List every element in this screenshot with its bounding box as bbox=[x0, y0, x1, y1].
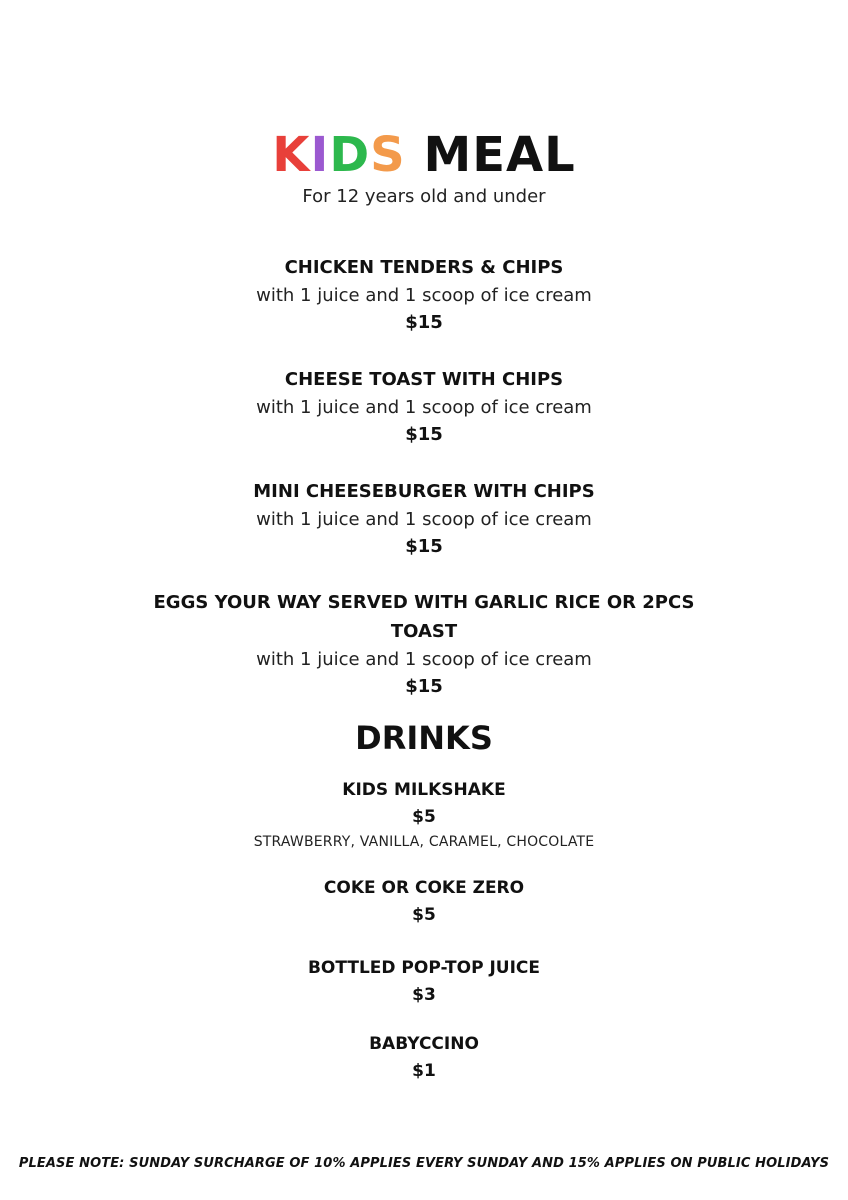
meal-name-eggs-your-way-line1: EGGS YOUR WAY SERVED WITH GARLIC RICE OR 2PCS bbox=[153, 592, 695, 613]
meal-name-cheese-toast: CHEESE TOAST WITH CHIPS bbox=[284, 369, 564, 390]
meal-price-mini-cheeseburger: $15 bbox=[405, 536, 443, 557]
milkshake-flavours: STRAWBERRY, VANILLA, CARAMEL, CHOCOLATE bbox=[253, 834, 595, 850]
drink-price-coke: $5 bbox=[412, 905, 436, 925]
meal-name-mini-cheeseburger: MINI CHEESEBURGER WITH CHIPS bbox=[253, 481, 595, 502]
title-letter-d: D bbox=[329, 127, 371, 183]
surcharge-note: PLEASE NOTE: SUNDAY SURCHARGE OF 10% APPLIES EVERY SUNDAY AND 15% APPLIES ON PUBLIC HOLIDAYS bbox=[18, 1156, 830, 1171]
title-letter-k: K bbox=[272, 127, 311, 183]
drinks-heading: DRINKS bbox=[355, 719, 493, 757]
title-letter-s: S bbox=[370, 127, 406, 183]
meal-name-chicken-tenders: CHICKEN TENDERS & CHIPS bbox=[284, 257, 564, 278]
page-title bbox=[0, 126, 848, 184]
meal-name-eggs-your-way-line2: TOAST bbox=[390, 621, 458, 642]
drink-name-pop-top-juice: BOTTLED POP-TOP JUICE bbox=[307, 958, 541, 978]
meal-desc-cheese-toast: with 1 juice and 1 scoop of ice cream bbox=[256, 397, 592, 418]
title-meal-word: MEAL bbox=[423, 127, 576, 183]
meal-price-chicken-tenders: $15 bbox=[405, 312, 443, 333]
meal-desc-mini-cheeseburger: with 1 juice and 1 scoop of ice cream bbox=[256, 509, 592, 530]
meal-desc-eggs-your-way: with 1 juice and 1 scoop of ice cream bbox=[256, 649, 592, 670]
title-letter-i: I bbox=[310, 127, 330, 183]
drink-price-kids-milkshake: $5 bbox=[412, 807, 436, 827]
meal-price-eggs-your-way: $15 bbox=[405, 676, 443, 697]
drink-name-coke: COKE OR COKE ZERO bbox=[323, 878, 525, 898]
drink-price-pop-top-juice: $3 bbox=[412, 985, 436, 1005]
meal-desc-chicken-tenders: with 1 juice and 1 scoop of ice cream bbox=[256, 285, 592, 306]
drink-name-babyccino: BABYCCINO bbox=[369, 1034, 479, 1054]
drink-price-babyccino: $1 bbox=[412, 1061, 436, 1081]
drink-name-kids-milkshake: KIDS MILKSHAKE bbox=[342, 780, 506, 800]
page-subtitle: For 12 years old and under bbox=[302, 186, 546, 207]
meal-price-cheese-toast: $15 bbox=[405, 424, 443, 445]
